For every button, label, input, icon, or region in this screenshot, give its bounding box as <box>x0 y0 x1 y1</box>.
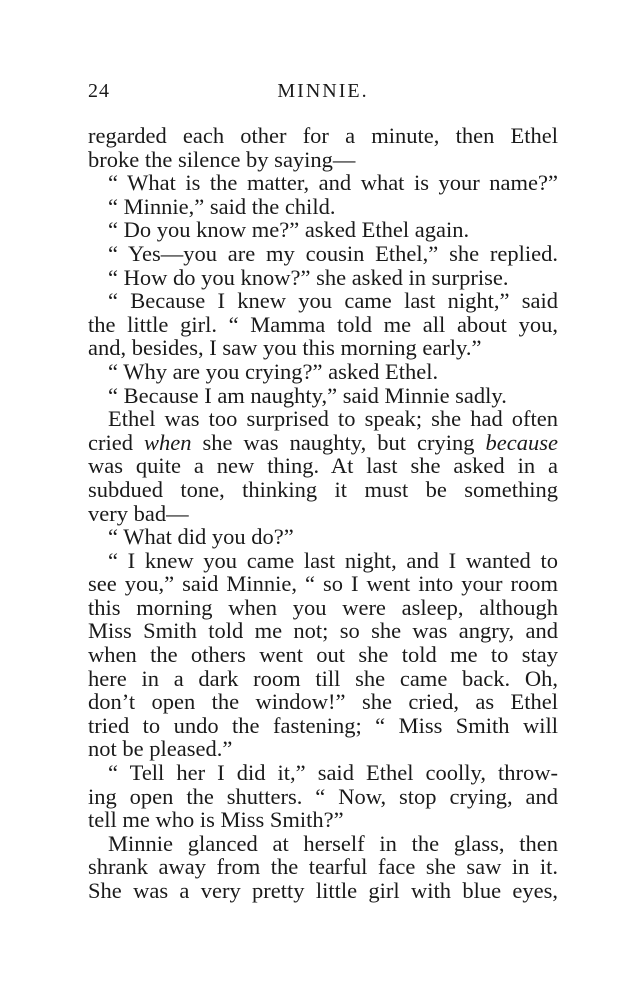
text-line: the little girl. “ Mamma told me all about you, <box>88 311 558 337</box>
text-line: “ How do you know?” she asked in surprise. <box>108 264 509 290</box>
text-line: “ Why are you crying?” asked Ethel. <box>108 358 439 384</box>
text-line: “ Minnie,” said the child. <box>108 193 336 219</box>
page-header <box>88 80 558 110</box>
text-line: here in a dark room till she came back. Oh, <box>88 665 558 691</box>
text-line: Ethel was too surprised to speak; she had often <box>108 406 558 432</box>
text-line: broke the silence by saying— <box>88 146 356 172</box>
emphasis: when <box>144 429 192 455</box>
text-line: regarded each other for a minute, then Ethel <box>88 123 558 148</box>
running-head: MINNIE. <box>277 80 369 102</box>
text-line: was quite a new thing. At last she asked in a <box>88 453 558 479</box>
text-line: “ Yes—you are my cousin Ethel,” she replied. <box>108 240 558 266</box>
text-line: “ Because I knew you came last night,” said <box>108 288 558 314</box>
text-line: “ What did you do?” <box>108 524 294 550</box>
text-line: when the others went out she told me to stay <box>88 642 558 668</box>
text-line: “ Do you know me?” asked Ethel again. <box>108 217 470 243</box>
text-line: not be pleased.” <box>88 736 233 762</box>
text-line: don’t open the window!” she cried, as Ethel <box>88 689 558 715</box>
text-line: tell me who is Miss Smith?” <box>88 807 344 833</box>
emphasis: because <box>485 429 558 455</box>
text-line: see you,” said Minnie, “ so I went into your room <box>88 571 558 597</box>
text-line: “ What is the matter, and what is your name?” <box>108 170 558 196</box>
text-line: Miss Smith told me not; so she was angry, and <box>88 618 558 644</box>
text-line: “ Because I am naughty,” said Minnie sadly. <box>108 382 507 408</box>
text-line: tried to undo the fastening; “ Miss Smith will <box>88 712 558 738</box>
text-line: this morning when you were asleep, although <box>88 594 558 620</box>
text-line: “ I knew you came last night, and I wanted to <box>108 547 558 573</box>
text-line: and, besides, I saw you this morning early.” <box>88 335 482 361</box>
body-text <box>88 124 558 903</box>
text-line: very bad— <box>88 500 189 526</box>
text-line: cried when she was naughty, but crying because <box>88 429 558 455</box>
page-number: 24 <box>88 80 110 102</box>
text-line: shrank away from the tearful face she saw in it. <box>88 854 558 880</box>
text-line: ing open the shutters. “ Now, stop crying, and <box>88 783 558 809</box>
text-line: “ Tell her I did it,” said Ethel coolly, throw- <box>108 760 558 786</box>
text-line: Minnie glanced at herself in the glass, then <box>108 830 558 856</box>
text-line: She was a very pretty little girl with blue eyes, <box>88 878 558 903</box>
text-line: subdued tone, thinking it must be something <box>88 476 558 502</box>
